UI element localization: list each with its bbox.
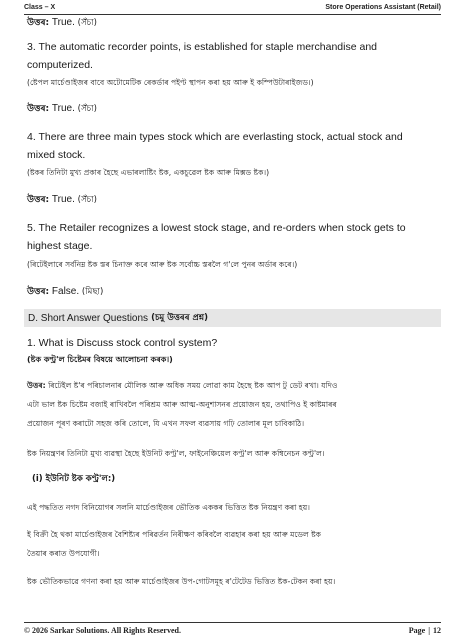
q3-text-bn: (ষ্টেপল মাৰ্চেণ্ডাইজৰ বাবে অটোমেটিক ৰেকৰ্ডাৰ পইণ্ট স্থাপন কৰা হয় আৰু ই কম্পিউটাৰাইজড।)	[27, 78, 314, 87]
q2-answer	[27, 15, 441, 30]
sq1-question-bn: (ষ্টক কণ্ট্ৰ'ল চিষ্টেমৰ বিষয়ে আলোচনা কৰক।)	[27, 355, 173, 364]
copyright-text: © 2026 Sarkar Solutions. All Rights Reserved.	[24, 625, 181, 635]
unit-control-para3: ষ্টক ভৌতিকভাৱে গণনা কৰা হয় আৰু মাৰ্চেণ্ডাইজৰ উপ-গোটসমূহ ৰ'টেটেড ভিত্তিত ষ্টক-টেকন কৰা হয়।	[27, 577, 336, 586]
q5-answer	[27, 284, 441, 299]
q5-text-line2: highest stage.	[27, 240, 93, 252]
page-footer	[24, 622, 441, 637]
unit-control-para2-line2: তৈয়াৰ কৰাত উপযোগী।	[27, 549, 100, 558]
section-heading	[24, 309, 441, 327]
sub-heading-unit-control: (i) ইউনিট ষ্টক কণ্ট্ৰ'ল:)	[32, 474, 116, 484]
page-label: Page	[408, 625, 426, 635]
answer-value-bn: (সঁচা)	[77, 18, 97, 28]
answer-label: উত্তৰ:	[27, 195, 50, 205]
header-subject: Store Operations Assistant (Retail)	[325, 3, 441, 11]
q4-text-line1: 4. There are three main types stock which are everlasting stock, actual stock and	[27, 131, 403, 143]
q3-answer	[27, 101, 441, 116]
page-number-value: 12	[433, 625, 441, 635]
answer-label: উত্তৰ:	[27, 18, 50, 28]
answer-value: True.	[51, 194, 75, 205]
sq1-answer-line3: প্ৰয়োজন পূৰণ কৰাটো সহজ কৰি তোলে, যি এখন সফল ব্যৱসায় গঢ়ি তোলাৰ মূল চাবিকাঠি।	[27, 419, 305, 428]
q4-text-bn: (ষ্টকৰ তিনিটা মুখ্য প্ৰকাৰ হৈছে এভাৰলাষ্টিং ষ্টক, একচুৱেল ষ্টক আৰু মিক্সড ষ্টক।)	[27, 168, 270, 177]
answer-value-bn: (সঁচা)	[77, 104, 97, 114]
q4-answer	[27, 192, 441, 207]
q4-text-line2: mixed stock.	[27, 149, 86, 161]
answer-value: True.	[51, 17, 75, 28]
page-header	[24, 1, 441, 15]
q3-text-line2: computerized.	[27, 59, 93, 71]
unit-control-para2-line1: ই বিক্ৰী হৈ থকা মাৰ্চেণ্ডাইজৰ বৈশিষ্ট্যৰ পৰিৱৰ্তন নিৰীক্ষণ কৰিবলৈ ব্যৱহাৰ কৰা হয় আৰু মডেল ষ্টক	[27, 530, 321, 539]
answer-value-bn: (সঁচা)	[77, 195, 97, 205]
answer-text: ৰিটেইল ষ্ট'ৰ পৰিচালনাৰ মৌলিক আৰু অধিক সময় লোৱা কাম হৈছে ষ্টক আপ টু ডেট ৰখা। যদিও	[48, 381, 338, 390]
section-title-bn: (চমু উত্তৰৰ প্ৰশ্ন)	[151, 313, 209, 323]
sq1-answer-line2: এটা ভাল ষ্টক চিষ্টেম বজাই ৰাখিবলৈ পৰিশ্ৰম আৰু আত্ম-অনুশাসনৰ প্ৰয়োজন হয়, তথাপিও ই কাষ্টমাৰৰ	[27, 400, 337, 409]
sq1-question: 1. What is Discuss stock control system?	[27, 337, 218, 349]
answer-label: উত্তৰ:	[27, 381, 46, 390]
answer-value: False.	[51, 286, 80, 297]
answer-value: True.	[51, 103, 75, 114]
header-class: Class – X	[24, 3, 56, 11]
unit-control-para1: এই পদ্ধতিত নগদ বিনিয়োগৰ সলনি মাৰ্চেণ্ডাইজৰ ভৌতিক এককৰ ভিত্তিত ষ্টক নিয়ন্ত্ৰণ কৰা হয়।	[27, 503, 310, 512]
section-title: D. Short Answer Questions	[28, 312, 149, 324]
q5-text-line1: 5. The Retailer recognizes a lowest stock stage, and re-orders when stock gets to	[27, 222, 406, 234]
q5-text-bn: (ৰিটেইলাৰে সৰ্বনিম্ন ষ্টক স্তৰ চিনাক্ত কৰে আৰু ষ্টক সৰ্বোচ্চ স্তৰলৈ গ'লে পুনৰ অৰ্ডাৰ কৰে।)	[27, 260, 298, 269]
sq1-answer-line1	[27, 378, 441, 393]
page-number: Page | 12	[408, 625, 441, 635]
answer-label: উত্তৰ:	[27, 104, 50, 114]
q3-text-line1: 3. The automatic recorder points, is established for staple merchandise and	[27, 41, 377, 53]
answer-label: উত্তৰ:	[27, 287, 50, 297]
answer-value-bn: (মিছা)	[81, 287, 104, 297]
stock-control-types: ষ্টক নিয়ন্ত্ৰণৰ তিনিটা মুখ্য ব্যৱস্থা হৈছে ইউনিট কণ্ট্ৰ'ল, ফাইনেঞ্চিয়েল কণ্ট্ৰ'ল আৰু কম্বিনেচন কণ্ট্ৰ'ল।	[27, 449, 325, 458]
